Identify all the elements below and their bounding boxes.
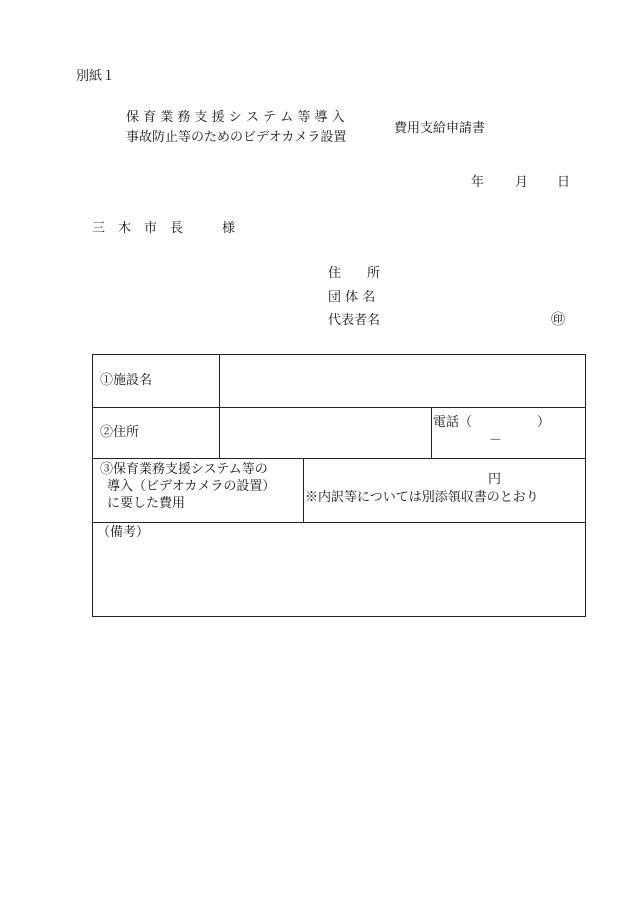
col-divider-label [219,355,220,458]
address-field[interactable] [221,409,429,456]
applicant-address-label: 住 所 [328,266,381,281]
phone-dash: － [489,433,503,448]
receipt-note: ※内訳等については別添領収書のとおり [305,490,539,505]
row-divider-1 [93,407,585,408]
cost-label-line-2: 導入（ビデオカメラの設置） [107,479,276,494]
cost-label-line-1: ③保育業務支援システム等の [100,462,268,477]
row-divider-3 [93,522,585,523]
addressee: 三 木 市 長 様 [92,221,236,236]
remarks-label: （備考） [97,525,150,540]
applicant-rep-label: 代表者名 [328,313,381,328]
remarks-field[interactable] [97,543,581,613]
date-day: 日 [557,175,571,190]
facility-name-field[interactable] [221,357,583,405]
facility-name-label: ①施設名 [100,373,153,388]
col-divider-phone [431,407,432,458]
applicant-org-label: 団 体 名 [328,290,376,305]
phone-label: 電話（ ） [433,415,551,430]
col-divider-cost [303,458,304,522]
title-line-2: 事故防止等のためのビデオカメラ設置 [126,130,347,145]
attachment-label: 別紙１ [76,69,116,84]
title-suffix: 費用支給申請書 [394,121,486,136]
address-label: ②住所 [100,425,140,440]
application-form-table [92,354,586,617]
date-month: 月 [515,175,529,190]
cost-label-line-3: に要した費用 [107,496,186,511]
title-line-1: 保 育 業 務 支 援 シ ス テ ム 等 導 入 [126,110,345,125]
date-year: 年 [471,175,485,190]
yen-unit: 円 [488,472,502,487]
seal-mark: ㊞ [551,312,565,328]
row-divider-2 [93,458,585,459]
